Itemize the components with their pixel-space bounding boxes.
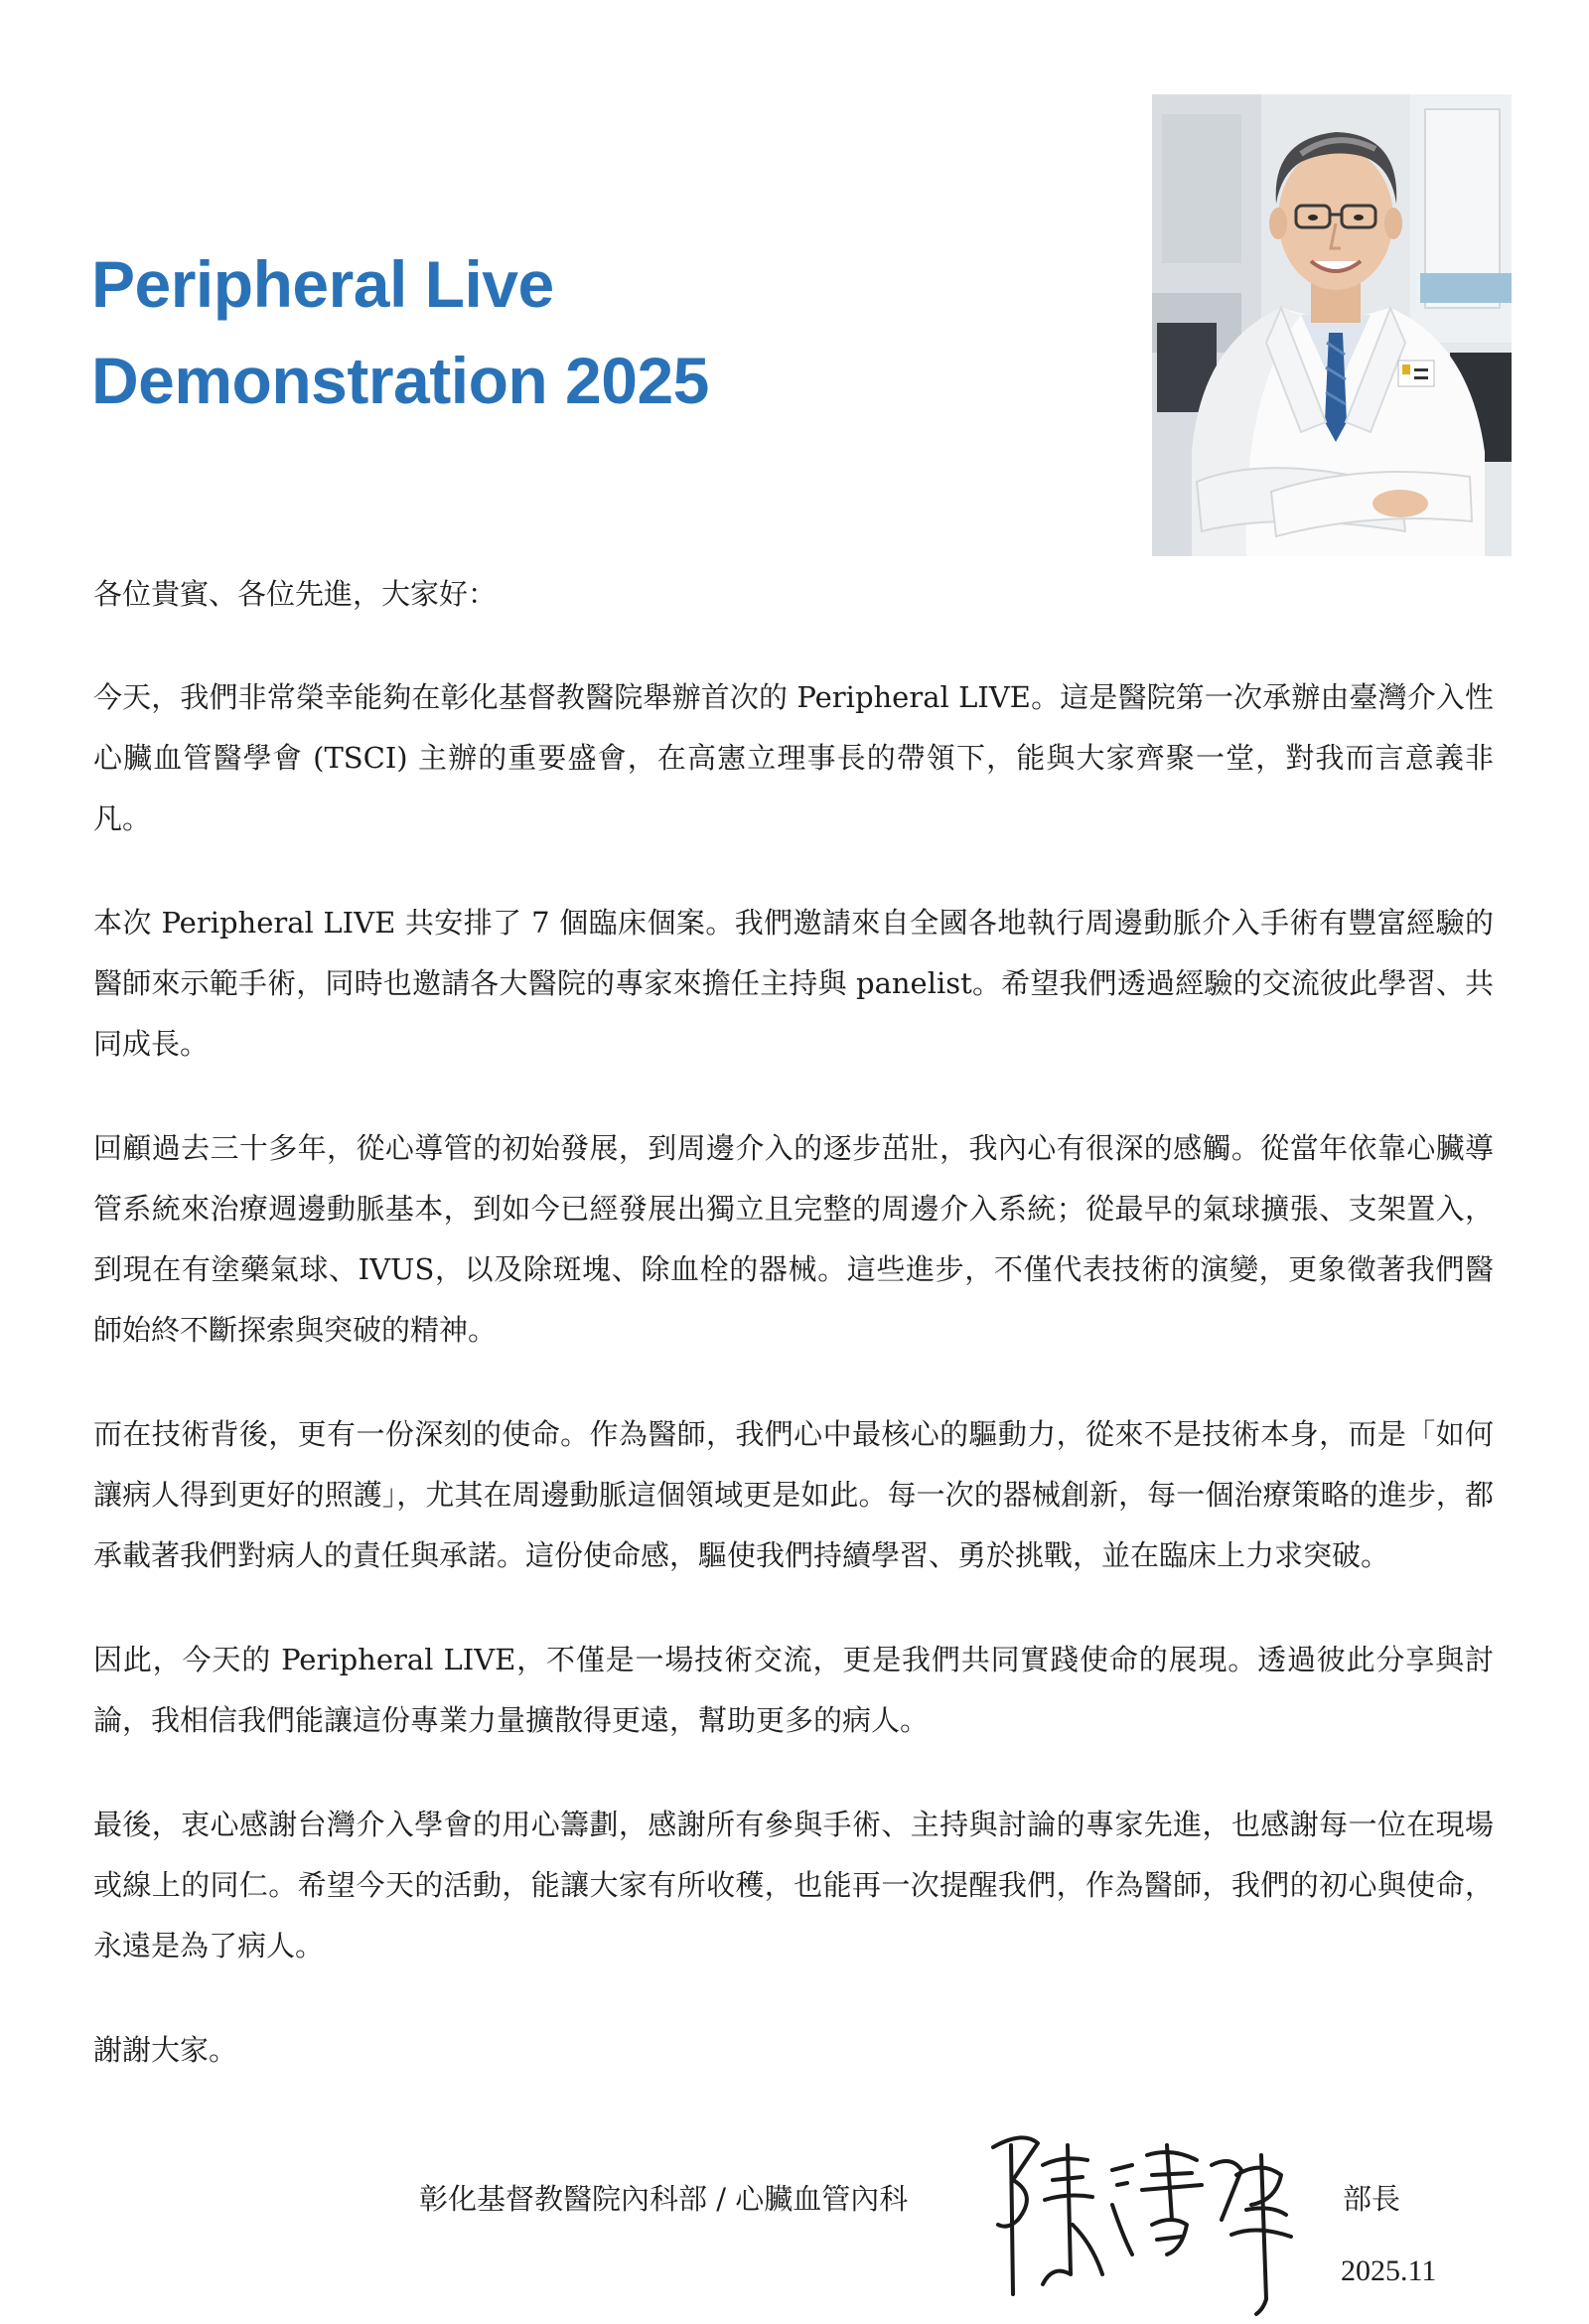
title-line-1: Peripheral Live (91, 247, 554, 321)
signature-date: 2025.11 (1341, 2254, 1437, 2287)
paragraph-1: 今天，我們非常榮幸能夠在彰化基督教醫院舉辦首次的 Peripheral LIVE。這是醫院第一次承辦由臺灣介入性心臟血管醫學會 (TSCI) 主辦的重要盛會，在高憲立理事長的帶領下，能與大家齊聚一堂，對我而言意義非凡。 (93, 680, 1494, 835)
page-title (91, 236, 1065, 429)
portrait-photo (1152, 94, 1512, 556)
paragraph-5: 因此，今天的 Peripheral LIVE，不僅是一場技術交流，更是我們共同實踐使命的展現。透過彼此分享與討論，我相信我們能讓這份專業力量擴散得更遠，幫助更多的病人。 (93, 1643, 1494, 1737)
handwritten-signature (983, 2125, 1321, 2319)
letter-body (93, 564, 1494, 2081)
paragraph-3: 回顧過去三十多年，從心導管的初始發展，到周邊介入的逐步茁壯，我內心有很深的感觸。從當年依靠心臟導管系統來治療週邊動脈基本，到如今已經發展出獨立且完整的周邊介入系統；從最早的氣球擴張、支架置入，到現在有塗藥氣球、IVUS，以及除斑塊、除血栓的器械。這些進步，不僅代表技術的演變，更象徵著我們醫師始終不斷探索與突破的精神。 (93, 1131, 1494, 1347)
signature-organization: 彰化基督教醫院內科部 / 心臟血管內科 (419, 2182, 909, 2216)
letter-greeting: 各位貴賓、各位先進，大家好： (93, 577, 498, 611)
paragraph-4: 而在技術背後，更有一份深刻的使命。作為醫師，我們心中最核心的驅動力，從來不是技術本身，而是「如何讓病人得到更好的照護」，尤其在周邊動脈這個領域更是如此。每一次的器械創新，每一個治療策略的進步，都承載著我們對病人的責任與承諾。這份使命感，驅使我們持續學習、勇於挑戰，並在臨床上力求突破。 (93, 1417, 1494, 1572)
letter-closing: 謝謝大家。 (93, 2033, 238, 2067)
paragraph-2: 本次 Peripheral LIVE 共安排了 7 個臨床個案。我們邀請來自全國各地執行周邊動脈介入手術有豐富經驗的醫師來示範手術，同時也邀請各大醫院的專家來擔任主持與 panelist。希望我們透過經驗的交流彼此學習、共同成長。 (93, 906, 1494, 1061)
paragraph-6: 最後，衷心感謝台灣介入學會的用心籌劃，感謝所有參與手術、主持與討論的專家先進，也感謝每一位在現場或線上的同仁。希望今天的活動，能讓大家有所收穫，也能再一次提醒我們，作為醫師，我們的初心與使命，永遠是為了病人。 (93, 1808, 1494, 1962)
signature-position: 部長 (1343, 2182, 1401, 2216)
title-line-2: Demonstration 2025 (91, 344, 709, 417)
